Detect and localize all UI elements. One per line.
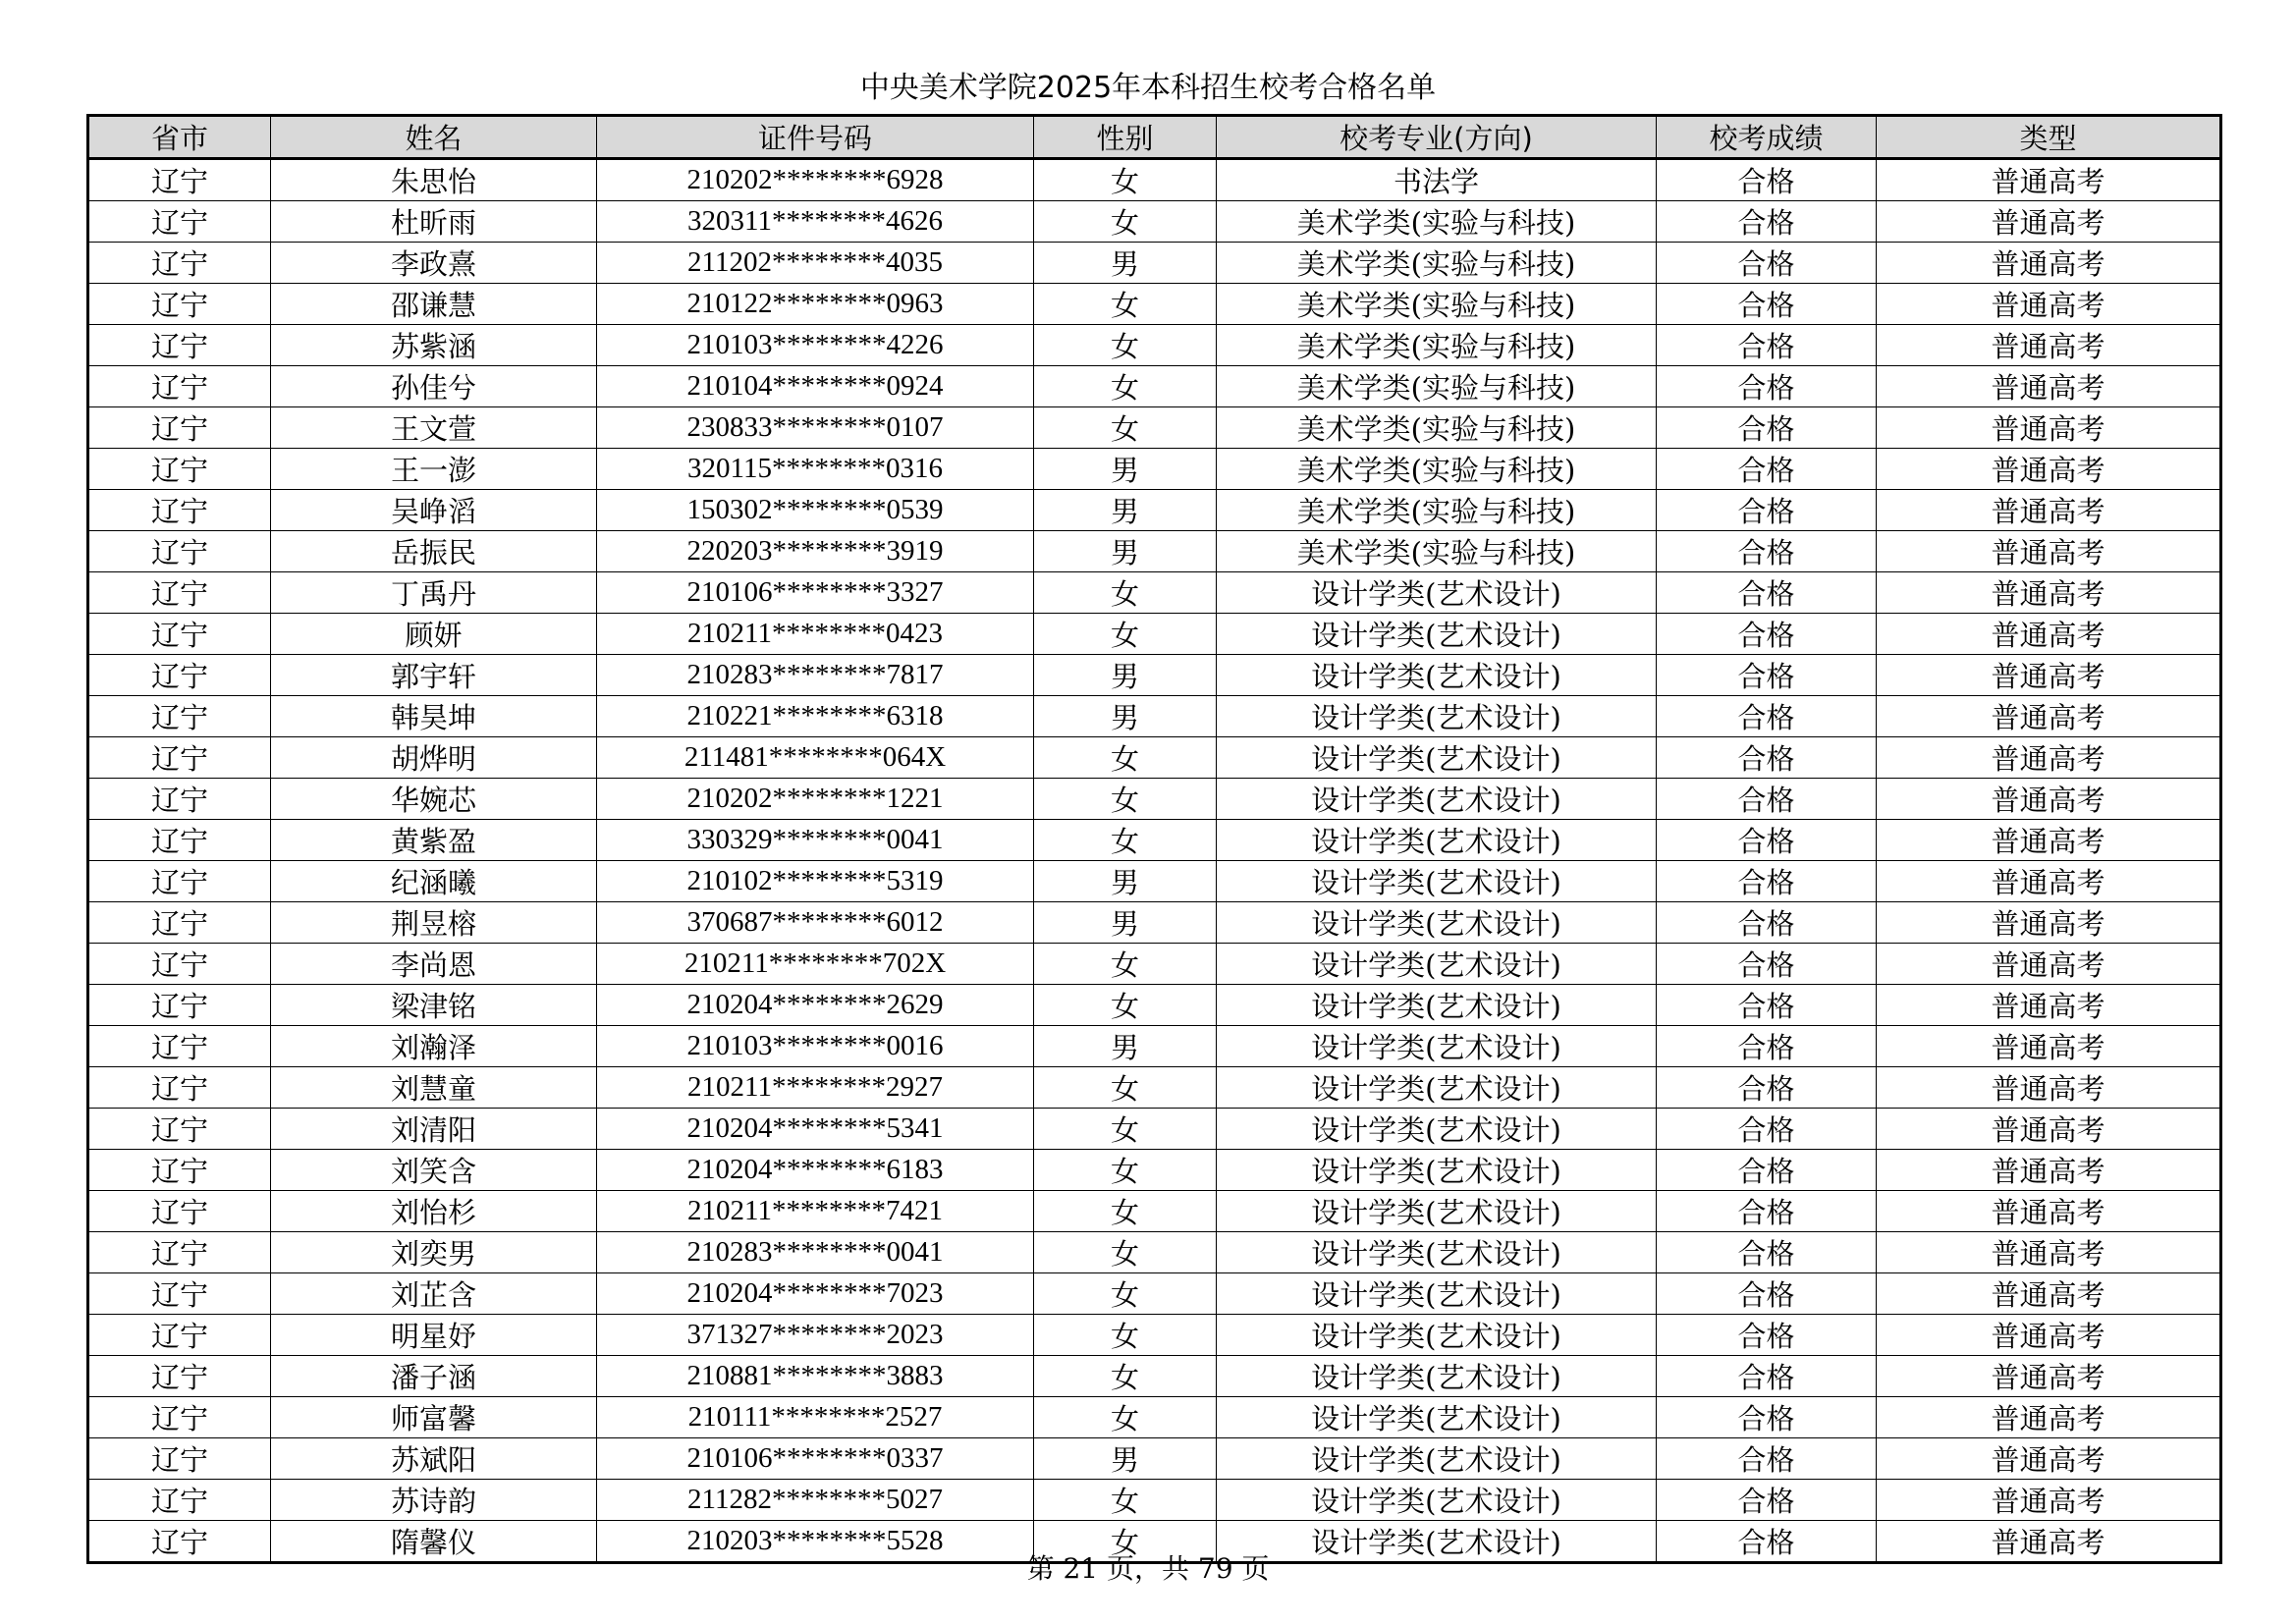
table-row: [88, 284, 2221, 325]
cell-result: 合格: [1657, 1438, 1877, 1480]
cell-major: 设计学类(艺术设计): [1217, 614, 1657, 655]
cell-result: 合格: [1657, 159, 1877, 201]
cell-province: 辽宁: [88, 779, 271, 820]
cell-id-number: 210103********0016: [597, 1026, 1034, 1067]
page-title: 中央美术学院2025年本科招生校考合格名单: [859, 71, 1437, 105]
cell-result: 合格: [1657, 1232, 1877, 1273]
cell-result: 合格: [1657, 944, 1877, 985]
cell-id-number: 210202********6928: [597, 159, 1034, 201]
cell-major: 设计学类(艺术设计): [1217, 902, 1657, 944]
cell-gender: 女: [1034, 1109, 1217, 1150]
table-row: [88, 1067, 2221, 1109]
table-row: [88, 1438, 2221, 1480]
cell-name: 苏斌阳: [271, 1438, 597, 1480]
cell-name: 胡烨明: [271, 737, 597, 779]
cell-major: 设计学类(艺术设计): [1217, 1480, 1657, 1521]
cell-province: 辽宁: [88, 366, 271, 407]
cell-name: 苏紫涵: [271, 325, 597, 366]
header-row: [88, 116, 2221, 159]
cell-id-number: 210881********3883: [597, 1356, 1034, 1397]
cell-id-number: 210211********702X: [597, 944, 1034, 985]
cell-province: 辽宁: [88, 243, 271, 284]
cell-gender: 男: [1034, 1438, 1217, 1480]
table-row: [88, 243, 2221, 284]
cell-name: 朱思怡: [271, 159, 597, 201]
table-row: [88, 1273, 2221, 1315]
cell-name: 刘奕男: [271, 1232, 597, 1273]
cell-gender: 女: [1034, 1232, 1217, 1273]
cell-gender: 男: [1034, 696, 1217, 737]
cell-result: 合格: [1657, 614, 1877, 655]
cell-province: 辽宁: [88, 985, 271, 1026]
table-row: [88, 1026, 2221, 1067]
cell-type: 普通高考: [1877, 490, 2221, 531]
cell-major: 设计学类(艺术设计): [1217, 1356, 1657, 1397]
cell-gender: 女: [1034, 159, 1217, 201]
cell-major: 设计学类(艺术设计): [1217, 861, 1657, 902]
cell-result: 合格: [1657, 490, 1877, 531]
cell-name: 吴峥滔: [271, 490, 597, 531]
header-major: 校考专业(方向): [1217, 116, 1657, 159]
table-row: [88, 1397, 2221, 1438]
cell-result: 合格: [1657, 366, 1877, 407]
cell-name: 师富馨: [271, 1397, 597, 1438]
admission-table: [86, 114, 2222, 1564]
cell-gender: 女: [1034, 1315, 1217, 1356]
cell-id-number: 210211********7421: [597, 1191, 1034, 1232]
cell-type: 普通高考: [1877, 1521, 2221, 1563]
cell-id-number: 210111********2527: [597, 1397, 1034, 1438]
cell-name: 华婉芯: [271, 779, 597, 820]
cell-major: 设计学类(艺术设计): [1217, 1397, 1657, 1438]
cell-type: 普通高考: [1877, 1356, 2221, 1397]
cell-gender: 男: [1034, 531, 1217, 572]
cell-province: 辽宁: [88, 1438, 271, 1480]
cell-name: 王一澎: [271, 449, 597, 490]
cell-result: 合格: [1657, 325, 1877, 366]
cell-type: 普通高考: [1877, 1438, 2221, 1480]
table-row: [88, 1356, 2221, 1397]
cell-gender: 女: [1034, 779, 1217, 820]
cell-type: 普通高考: [1877, 655, 2221, 696]
table-row: [88, 655, 2221, 696]
table-row: [88, 779, 2221, 820]
cell-result: 合格: [1657, 284, 1877, 325]
cell-major: 设计学类(艺术设计): [1217, 1232, 1657, 1273]
table-row: [88, 159, 2221, 201]
cell-province: 辽宁: [88, 1273, 271, 1315]
cell-province: 辽宁: [88, 1067, 271, 1109]
cell-major: 美术学类(实验与科技): [1217, 284, 1657, 325]
table-row: [88, 820, 2221, 861]
cell-province: 辽宁: [88, 325, 271, 366]
cell-id-number: 330329********0041: [597, 820, 1034, 861]
cell-result: 合格: [1657, 407, 1877, 449]
cell-major: 设计学类(艺术设计): [1217, 1273, 1657, 1315]
page-footer: 第 21 页，共 79 页: [1026, 1552, 1270, 1585]
cell-gender: 女: [1034, 284, 1217, 325]
cell-province: 辽宁: [88, 490, 271, 531]
cell-id-number: 210211********2927: [597, 1067, 1034, 1109]
cell-id-number: 210204********7023: [597, 1273, 1034, 1315]
cell-gender: 男: [1034, 902, 1217, 944]
cell-province: 辽宁: [88, 861, 271, 902]
table-row: [88, 572, 2221, 614]
table-row: [88, 490, 2221, 531]
cell-id-number: 210203********5528: [597, 1521, 1034, 1563]
cell-type: 普通高考: [1877, 902, 2221, 944]
cell-type: 普通高考: [1877, 531, 2221, 572]
cell-gender: 女: [1034, 1067, 1217, 1109]
cell-name: 隋馨仪: [271, 1521, 597, 1563]
cell-result: 合格: [1657, 985, 1877, 1026]
cell-id-number: 210102********5319: [597, 861, 1034, 902]
cell-type: 普通高考: [1877, 407, 2221, 449]
cell-type: 普通高考: [1877, 366, 2221, 407]
cell-major: 美术学类(实验与科技): [1217, 449, 1657, 490]
cell-name: 纪涵曦: [271, 861, 597, 902]
cell-province: 辽宁: [88, 572, 271, 614]
cell-gender: 女: [1034, 1150, 1217, 1191]
cell-province: 辽宁: [88, 1232, 271, 1273]
cell-name: 刘怡杉: [271, 1191, 597, 1232]
cell-major: 设计学类(艺术设计): [1217, 572, 1657, 614]
cell-major: 美术学类(实验与科技): [1217, 243, 1657, 284]
header-name: 姓名: [271, 116, 597, 159]
cell-id-number: 210202********1221: [597, 779, 1034, 820]
cell-type: 普通高考: [1877, 1273, 2221, 1315]
cell-result: 合格: [1657, 737, 1877, 779]
table-row: [88, 366, 2221, 407]
cell-name: 刘慧童: [271, 1067, 597, 1109]
cell-gender: 男: [1034, 861, 1217, 902]
header-type: 类型: [1877, 116, 2221, 159]
cell-result: 合格: [1657, 696, 1877, 737]
cell-type: 普通高考: [1877, 1150, 2221, 1191]
cell-gender: 女: [1034, 1521, 1217, 1563]
cell-province: 辽宁: [88, 696, 271, 737]
cell-id-number: 210122********0963: [597, 284, 1034, 325]
cell-id-number: 211202********4035: [597, 243, 1034, 284]
cell-type: 普通高考: [1877, 1480, 2221, 1521]
cell-name: 孙佳兮: [271, 366, 597, 407]
cell-name: 岳振民: [271, 531, 597, 572]
cell-id-number: 210106********3327: [597, 572, 1034, 614]
cell-id-number: 320311********4626: [597, 201, 1034, 243]
cell-gender: 女: [1034, 1191, 1217, 1232]
cell-type: 普通高考: [1877, 159, 2221, 201]
cell-type: 普通高考: [1877, 1232, 2221, 1273]
cell-result: 合格: [1657, 1026, 1877, 1067]
cell-major: 设计学类(艺术设计): [1217, 1315, 1657, 1356]
cell-result: 合格: [1657, 1315, 1877, 1356]
cell-major: 设计学类(艺术设计): [1217, 655, 1657, 696]
cell-major: 美术学类(实验与科技): [1217, 407, 1657, 449]
cell-major: 设计学类(艺术设计): [1217, 1150, 1657, 1191]
cell-province: 辽宁: [88, 1026, 271, 1067]
cell-major: 设计学类(艺术设计): [1217, 779, 1657, 820]
cell-major: 设计学类(艺术设计): [1217, 820, 1657, 861]
cell-major: 设计学类(艺术设计): [1217, 985, 1657, 1026]
cell-result: 合格: [1657, 1397, 1877, 1438]
cell-province: 辽宁: [88, 407, 271, 449]
cell-type: 普通高考: [1877, 1026, 2221, 1067]
cell-type: 普通高考: [1877, 243, 2221, 284]
cell-type: 普通高考: [1877, 284, 2221, 325]
table-row: [88, 861, 2221, 902]
cell-province: 辽宁: [88, 1521, 271, 1563]
cell-major: 书法学: [1217, 159, 1657, 201]
cell-gender: 男: [1034, 449, 1217, 490]
cell-province: 辽宁: [88, 820, 271, 861]
cell-type: 普通高考: [1877, 820, 2221, 861]
cell-type: 普通高考: [1877, 696, 2221, 737]
table-row: [88, 531, 2221, 572]
table-row: [88, 614, 2221, 655]
table-row: [88, 985, 2221, 1026]
cell-type: 普通高考: [1877, 1191, 2221, 1232]
table-row: [88, 1109, 2221, 1150]
cell-gender: 女: [1034, 1273, 1217, 1315]
cell-type: 普通高考: [1877, 1397, 2221, 1438]
cell-name: 李政熹: [271, 243, 597, 284]
cell-gender: 男: [1034, 490, 1217, 531]
cell-province: 辽宁: [88, 1150, 271, 1191]
cell-id-number: 371327********2023: [597, 1315, 1034, 1356]
cell-gender: 女: [1034, 407, 1217, 449]
cell-major: 设计学类(艺术设计): [1217, 1191, 1657, 1232]
cell-gender: 女: [1034, 820, 1217, 861]
cell-major: 设计学类(艺术设计): [1217, 1109, 1657, 1150]
header-result: 校考成绩: [1657, 116, 1877, 159]
cell-gender: 女: [1034, 985, 1217, 1026]
cell-name: 苏诗韵: [271, 1480, 597, 1521]
table-body: [88, 159, 2221, 1563]
cell-major: 设计学类(艺术设计): [1217, 1067, 1657, 1109]
table-row: [88, 1480, 2221, 1521]
cell-type: 普通高考: [1877, 572, 2221, 614]
cell-result: 合格: [1657, 449, 1877, 490]
cell-province: 辽宁: [88, 614, 271, 655]
header-id-number: 证件号码: [597, 116, 1034, 159]
table-header: [88, 116, 2221, 159]
cell-province: 辽宁: [88, 737, 271, 779]
cell-type: 普通高考: [1877, 1315, 2221, 1356]
cell-type: 普通高考: [1877, 737, 2221, 779]
table-row: [88, 902, 2221, 944]
cell-result: 合格: [1657, 1067, 1877, 1109]
cell-gender: 男: [1034, 655, 1217, 696]
cell-result: 合格: [1657, 861, 1877, 902]
table-row: [88, 325, 2221, 366]
cell-result: 合格: [1657, 1273, 1877, 1315]
cell-id-number: 210283********0041: [597, 1232, 1034, 1273]
cell-type: 普通高考: [1877, 944, 2221, 985]
cell-result: 合格: [1657, 243, 1877, 284]
cell-type: 普通高考: [1877, 1067, 2221, 1109]
cell-result: 合格: [1657, 1480, 1877, 1521]
cell-result: 合格: [1657, 820, 1877, 861]
cell-name: 丁禹丹: [271, 572, 597, 614]
cell-gender: 女: [1034, 944, 1217, 985]
cell-major: 设计学类(艺术设计): [1217, 944, 1657, 985]
cell-id-number: 150302********0539: [597, 490, 1034, 531]
cell-id-number: 230833********0107: [597, 407, 1034, 449]
cell-result: 合格: [1657, 1521, 1877, 1563]
cell-result: 合格: [1657, 201, 1877, 243]
cell-result: 合格: [1657, 655, 1877, 696]
cell-major: 设计学类(艺术设计): [1217, 1026, 1657, 1067]
cell-province: 辽宁: [88, 159, 271, 201]
table-row: [88, 449, 2221, 490]
cell-name: 黄紫盈: [271, 820, 597, 861]
table-row: [88, 407, 2221, 449]
cell-gender: 女: [1034, 614, 1217, 655]
cell-province: 辽宁: [88, 201, 271, 243]
cell-result: 合格: [1657, 1191, 1877, 1232]
cell-id-number: 211282********5027: [597, 1480, 1034, 1521]
cell-result: 合格: [1657, 572, 1877, 614]
cell-province: 辽宁: [88, 902, 271, 944]
cell-province: 辽宁: [88, 1315, 271, 1356]
cell-name: 郭宇轩: [271, 655, 597, 696]
table-row: [88, 201, 2221, 243]
cell-gender: 女: [1034, 572, 1217, 614]
cell-name: 明星妤: [271, 1315, 597, 1356]
cell-major: 美术学类(实验与科技): [1217, 366, 1657, 407]
table-row: [88, 944, 2221, 985]
cell-major: 设计学类(艺术设计): [1217, 1438, 1657, 1480]
cell-id-number: 210106********0337: [597, 1438, 1034, 1480]
cell-major: 美术学类(实验与科技): [1217, 201, 1657, 243]
cell-id-number: 320115********0316: [597, 449, 1034, 490]
cell-name: 刘清阳: [271, 1109, 597, 1150]
cell-type: 普通高考: [1877, 325, 2221, 366]
cell-gender: 男: [1034, 243, 1217, 284]
cell-gender: 女: [1034, 366, 1217, 407]
cell-province: 辽宁: [88, 655, 271, 696]
table-row: [88, 696, 2221, 737]
cell-gender: 女: [1034, 737, 1217, 779]
cell-name: 刘笑含: [271, 1150, 597, 1191]
cell-id-number: 210204********2629: [597, 985, 1034, 1026]
cell-province: 辽宁: [88, 531, 271, 572]
cell-name: 刘芷含: [271, 1273, 597, 1315]
table-row: [88, 1315, 2221, 1356]
cell-name: 顾妍: [271, 614, 597, 655]
cell-major: 设计学类(艺术设计): [1217, 1521, 1657, 1563]
cell-id-number: 210221********6318: [597, 696, 1034, 737]
cell-id-number: 220203********3919: [597, 531, 1034, 572]
cell-name: 梁津铭: [271, 985, 597, 1026]
header-gender: 性别: [1034, 116, 1217, 159]
cell-id-number: 211481********064X: [597, 737, 1034, 779]
cell-result: 合格: [1657, 531, 1877, 572]
cell-name: 潘子涵: [271, 1356, 597, 1397]
header-province: 省市: [88, 116, 271, 159]
cell-result: 合格: [1657, 1150, 1877, 1191]
cell-id-number: 210211********0423: [597, 614, 1034, 655]
cell-province: 辽宁: [88, 449, 271, 490]
cell-gender: 女: [1034, 201, 1217, 243]
cell-type: 普通高考: [1877, 1109, 2221, 1150]
cell-id-number: 210204********5341: [597, 1109, 1034, 1150]
cell-id-number: 210204********6183: [597, 1150, 1034, 1191]
cell-result: 合格: [1657, 902, 1877, 944]
cell-id-number: 210104********0924: [597, 366, 1034, 407]
cell-major: 设计学类(艺术设计): [1217, 696, 1657, 737]
cell-province: 辽宁: [88, 284, 271, 325]
cell-id-number: 210103********4226: [597, 325, 1034, 366]
table-row: [88, 1191, 2221, 1232]
cell-gender: 女: [1034, 1480, 1217, 1521]
cell-major: 设计学类(艺术设计): [1217, 737, 1657, 779]
cell-province: 辽宁: [88, 1356, 271, 1397]
cell-type: 普通高考: [1877, 779, 2221, 820]
cell-type: 普通高考: [1877, 861, 2221, 902]
cell-result: 合格: [1657, 779, 1877, 820]
cell-result: 合格: [1657, 1356, 1877, 1397]
cell-name: 荆昱榕: [271, 902, 597, 944]
cell-gender: 女: [1034, 325, 1217, 366]
cell-id-number: 210283********7817: [597, 655, 1034, 696]
cell-result: 合格: [1657, 1109, 1877, 1150]
table-row: [88, 737, 2221, 779]
cell-major: 美术学类(实验与科技): [1217, 490, 1657, 531]
cell-id-number: 370687********6012: [597, 902, 1034, 944]
cell-name: 邵谦慧: [271, 284, 597, 325]
cell-name: 李尚恩: [271, 944, 597, 985]
cell-name: 杜昕雨: [271, 201, 597, 243]
cell-province: 辽宁: [88, 944, 271, 985]
cell-gender: 女: [1034, 1397, 1217, 1438]
cell-type: 普通高考: [1877, 614, 2221, 655]
cell-gender: 女: [1034, 1356, 1217, 1397]
cell-name: 刘瀚泽: [271, 1026, 597, 1067]
cell-type: 普通高考: [1877, 449, 2221, 490]
cell-province: 辽宁: [88, 1397, 271, 1438]
cell-type: 普通高考: [1877, 985, 2221, 1026]
cell-province: 辽宁: [88, 1191, 271, 1232]
cell-province: 辽宁: [88, 1109, 271, 1150]
cell-name: 王文萱: [271, 407, 597, 449]
cell-name: 韩昊坤: [271, 696, 597, 737]
cell-type: 普通高考: [1877, 201, 2221, 243]
cell-gender: 男: [1034, 1026, 1217, 1067]
cell-province: 辽宁: [88, 1480, 271, 1521]
table-row: [88, 1232, 2221, 1273]
table-row: [88, 1150, 2221, 1191]
cell-major: 美术学类(实验与科技): [1217, 325, 1657, 366]
cell-major: 美术学类(实验与科技): [1217, 531, 1657, 572]
